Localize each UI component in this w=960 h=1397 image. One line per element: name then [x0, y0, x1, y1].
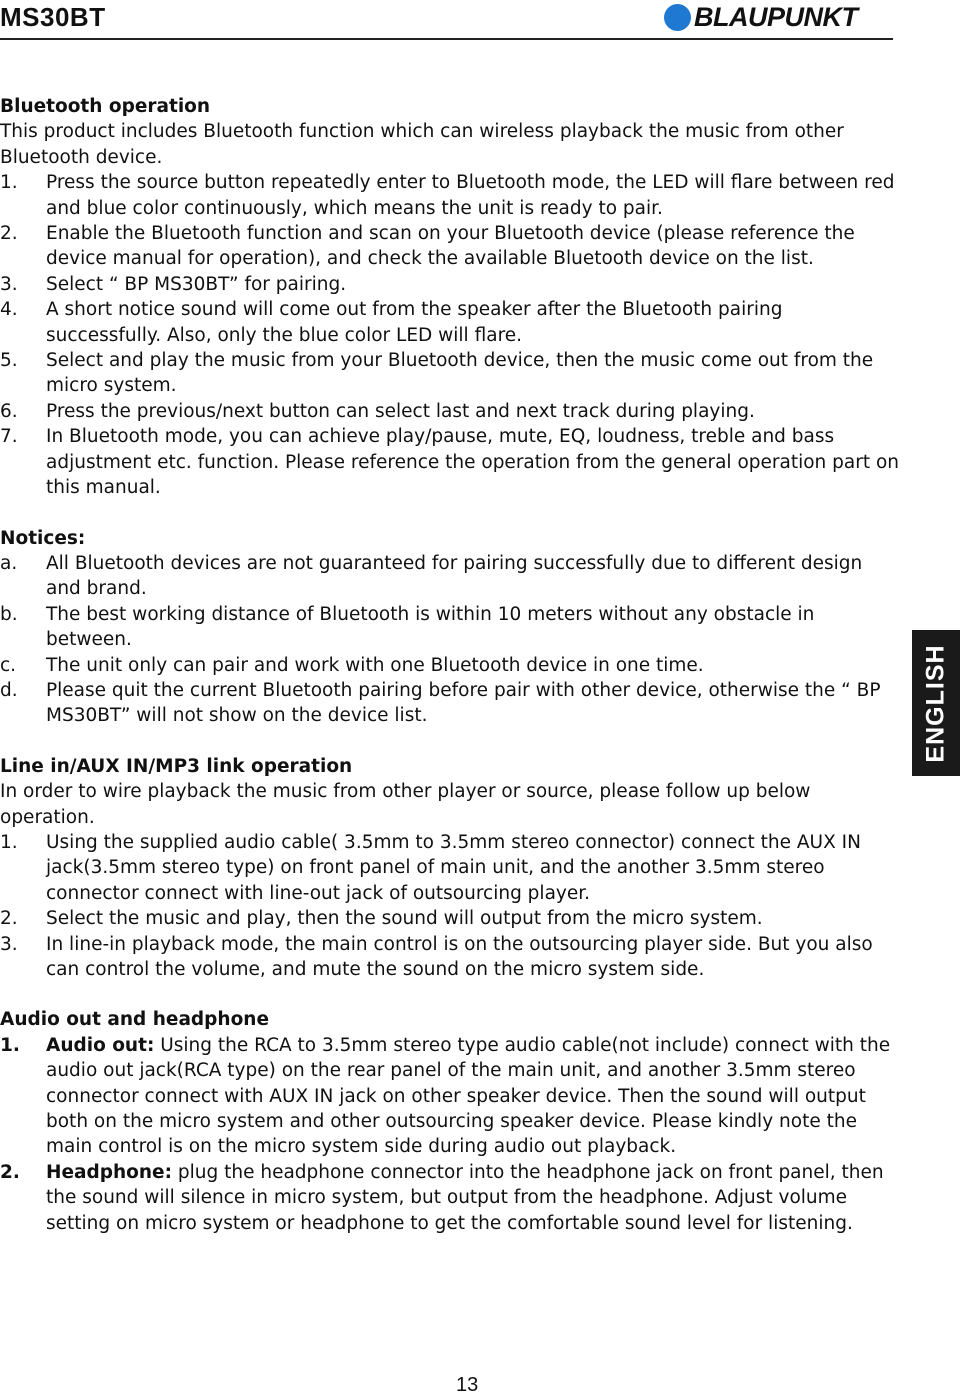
list-item: [0, 399, 900, 424]
item-number: 2.: [0, 908, 18, 930]
list-item: [0, 272, 900, 297]
item-number: 3.: [0, 273, 18, 295]
item-label: Audio out:: [46, 1034, 155, 1056]
section-title-line-in: Line in/AUX IN/MP3 link operation: [0, 755, 353, 777]
language-label: ENGLISH: [921, 643, 950, 763]
list-item: [0, 1033, 900, 1160]
item-number: 1.: [0, 831, 18, 853]
page-content: [0, 94, 900, 1236]
item-text: Press the previous/next button can select last and next track during playing.: [46, 400, 755, 422]
item-text: Enable the Bluetooth function and scan on your Bluetooth device (please reference the device manual for operation), and check the available Bluetooth device on the list.: [46, 223, 855, 270]
item-text: Press the source button repeatedly enter to Bluetooth mode, the LED will flare between red and blue color continuously, which means the unit is ready to pair.: [46, 172, 895, 219]
item-text: Select the music and play, then the sound will output from the micro system.: [46, 908, 763, 930]
model-name: MS30BT: [0, 2, 106, 32]
list-item: [0, 932, 900, 983]
list-item: [0, 830, 900, 906]
list-item: [0, 653, 900, 678]
item-number: 3.: [0, 933, 18, 955]
item-number: 2.: [0, 223, 18, 245]
item-text: Using the RCA to 3.5mm stereo type audio cable(not include) connect with the audio out jack(RCA type) on the rear panel of the main unit, and another 3.5mm stereo connector connect with AUX IN jack on other speaker device. Then the sound will output both on the micro system and other outsourcing speaker device. Please kindly note the main control is on the micro system side during audio out playback.: [46, 1034, 891, 1158]
line-in-intro: In order to wire playback the music from other player or source, please follow up below operation.: [0, 781, 811, 828]
section-title-audio-out: Audio out and headphone: [0, 1009, 270, 1031]
spacer: [0, 501, 900, 526]
item-text: plug the headphone connector into the headphone jack on front panel, then the sound will silence in micro system, but output from the headphone. Adjust volume setting on micro system or headphone to get the comfortable sound level for listening.: [46, 1161, 884, 1234]
item-number: 7.: [0, 426, 18, 448]
item-label: Headphone:: [46, 1161, 172, 1183]
item-text: In line-in playback mode, the main control is on the outsourcing player side. But you also can control the volume, and mute the sound on the micro system side.: [46, 933, 873, 980]
item-text: The best working distance of Bluetooth is within 10 meters without any obstacle in between.: [46, 603, 815, 651]
brand-dot-icon: [664, 4, 691, 31]
spacer: [0, 982, 900, 1007]
language-tab: [912, 630, 960, 776]
item-number: 2.: [0, 1161, 20, 1183]
brand-logo: [664, 3, 858, 31]
list-item: [0, 602, 900, 653]
list-item: [0, 348, 900, 399]
spacer: [0, 729, 900, 754]
item-letter: b.: [0, 603, 18, 625]
item-letter: d.: [0, 679, 18, 701]
item-text: A short notice sound will come out from the speaker after the Bluetooth pairing successfully. Also, only the blue color LED will flare.: [46, 299, 783, 346]
item-text: All Bluetooth devices are not guaranteed for pairing successfully due to different design and brand.: [46, 552, 863, 600]
list-item: [0, 424, 900, 500]
list-item: [0, 170, 900, 221]
item-text: In Bluetooth mode, you can achieve play/pause, mute, EQ, loudness, treble and bass adjustment etc. function. Please reference the operation from the general operation part on this manual.: [46, 426, 900, 499]
item-number: 5.: [0, 350, 18, 372]
section-title-bluetooth: Bluetooth operation: [0, 96, 211, 117]
list-item: [0, 297, 900, 348]
list-item: [0, 678, 900, 729]
list-item: [0, 221, 900, 272]
item-number: 1.: [0, 172, 18, 194]
page-number: 13: [456, 1374, 479, 1396]
item-text: Please quit the current Bluetooth pairing before pair with other device, otherwise the “ BP MS30BT” will not show on the device list.: [46, 679, 881, 727]
item-body: [46, 1033, 900, 1160]
item-text: Select and play the music from your Bluetooth device, then the music come out from the micro system.: [46, 350, 874, 397]
brand-name: BLAUPUNKT: [694, 1, 858, 32]
list-item: [0, 551, 900, 602]
item-text: The unit only can pair and work with one Bluetooth device in one time.: [46, 654, 704, 676]
item-number: 6.: [0, 400, 18, 422]
section-title-notices: Notices:: [0, 527, 86, 549]
item-letter: a.: [0, 552, 18, 574]
item-number: 1.: [0, 1034, 20, 1056]
page-header: [0, 0, 960, 40]
item-text: Using the supplied audio cable( 3.5mm to 3.5mm stereo connector) connect the AUX IN jack(3.5mm stereo type) on front panel of main unit, and the another 3.5mm stereo connector connect with line-out jack of outsourcing player.: [46, 831, 861, 904]
item-letter: c.: [0, 654, 17, 676]
list-item: [0, 1160, 900, 1236]
header-divider: [0, 38, 893, 40]
item-number: 4.: [0, 299, 18, 321]
item-text: Select “ BP MS30BT” for pairing.: [46, 273, 347, 295]
list-item: [0, 906, 900, 931]
item-body: [46, 1160, 900, 1236]
bluetooth-intro: This product includes Bluetooth function which can wireless playback the music from other Bluetooth device.: [0, 121, 844, 168]
